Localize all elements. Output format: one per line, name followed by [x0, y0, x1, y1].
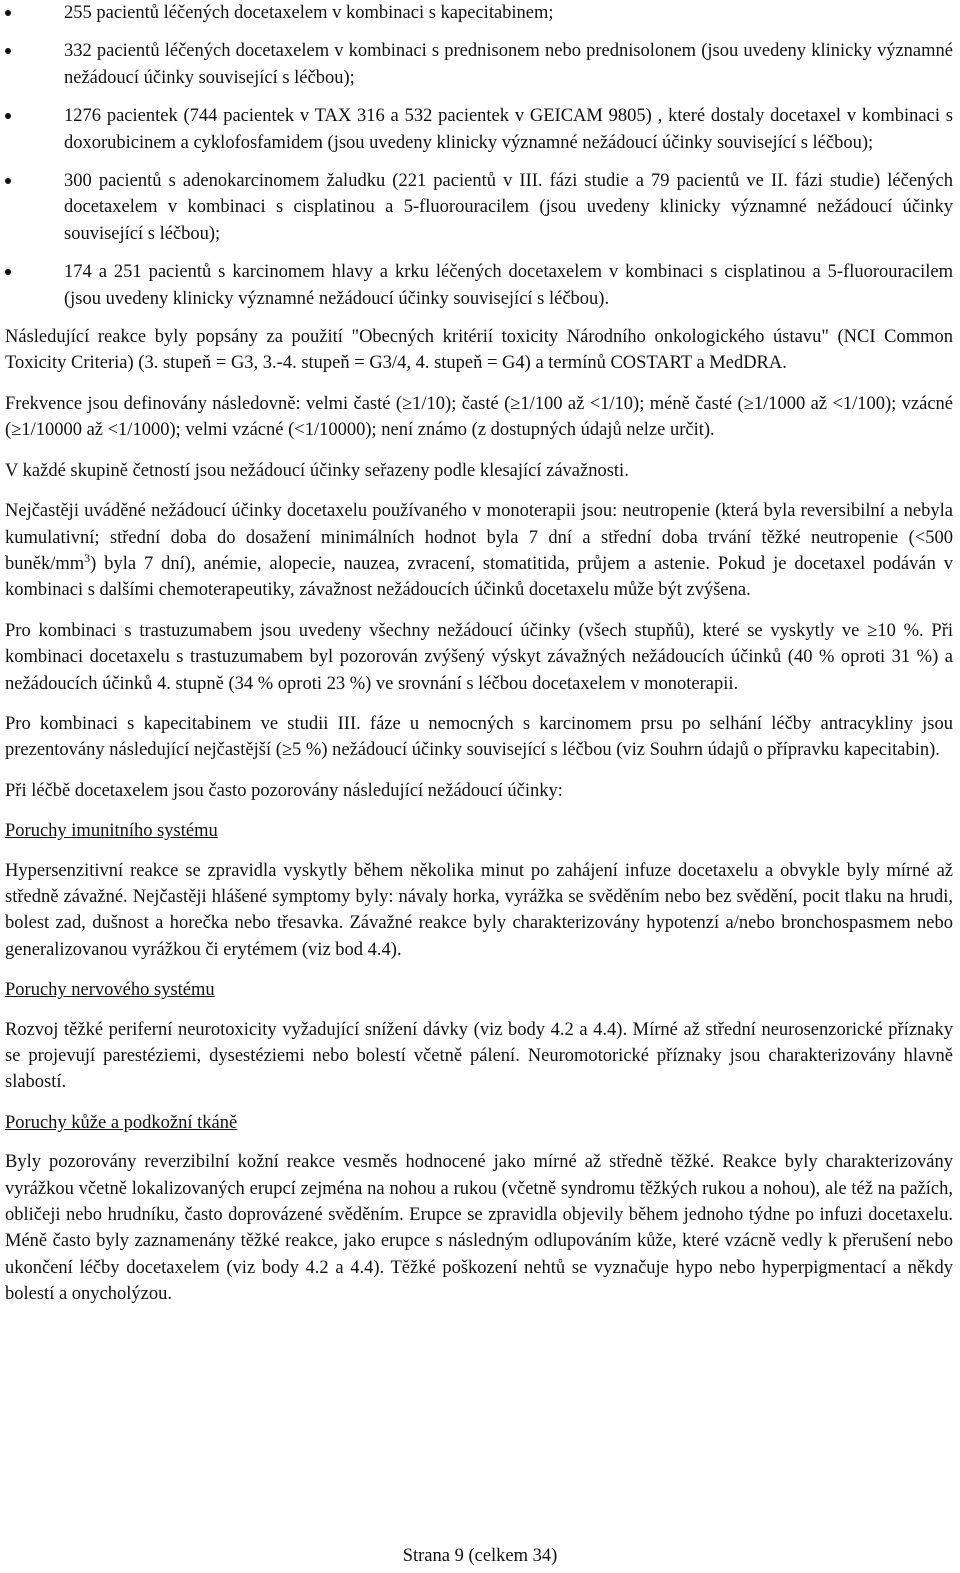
list-item: 332 pacientů léčených docetaxelem v kombinaci s prednisonem nebo prednisolonem (jsou uvedeny klinicky významné nežádoucí účinky související s léčbou); [5, 38, 953, 91]
superscript: 3 [84, 550, 91, 565]
monotherapy-text-a: Nejčastěji uváděné nežádoucí účinky docetaxelu používaného v monoterapii jsou: neutropenie (která byla reversibilní a nebyla kumulativní; střední doba do dosažení minimálních hodnot byla 7 dní a střední doba trvání těžké neutropenie (<500 buněk/mm [5, 501, 953, 574]
section-text-skin: Byly pozorovány reverzibilní kožní reakce vesměs hodnocené jako mírné až středně těžké. Reakce byly charakterizovány vyrážkou včetně lokalizovaných erupcí zejména na nohou a rukou (včetně syndromu těžkých rukou a nohou), ale též na pažích, obličeji nebo hrudníku, často doprovázené svěděním. Erupce se zpravidla objevily během jednoho týdne po infuzi docetaxelu. Méně často byly zaznamenány těžké reakce, jako erupce s následným odlupováním kůže, které vzácně vedly k přerušení nebo ukončení léčby docetaxelem (viz body 4.2 a 4.4). Těžké poškození nehtů se vyznačuje hypo nebo hyperpigmentací a někdy bolestí a onycholýzou. [5, 1152, 953, 1305]
section-heading-immune: Poruchy imunitního systému [5, 821, 218, 842]
monotherapy-text-b: ) byla 7 dní), anémie, alopecie, nauzea, zvracení, stomatitida, průjem a astenie. Pokud je docetaxel podáván v kombinaci s dalšími chemoterapeutiky, závažnost nežádoucích účinků docetaxelu může být zvýšena. [5, 553, 953, 601]
patient-groups-list [5, 0, 953, 312]
criteria-paragraph: Následující reakce byly popsány za použití "Obecných kritérií toxicity Národního onkologického ústavu" (NCI Common Toxicity Criteria) (3. stupeň = G3, 3.-4. stupeň = G3/4, 4. stupeň = G4) a termínů COSTART a MedDRA. [5, 327, 953, 374]
monotherapy-paragraph [5, 498, 953, 604]
page-number-footer: Strana 9 (celkem 34) [402, 1546, 558, 1566]
list-item: 1276 pacientek (744 pacientek v TAX 316 a 532 pacientek v GEICAM 9805) , které dostaly docetaxel v kombinaci s doxorubicinem a cyklofosfamidem (jsou uvedeny klinicky významné nežádoucí účinky související s léčbou); [5, 103, 953, 156]
frequency-paragraph: Frekvence jsou definovány následovně: velmi časté (≥1/10); časté (≥1/100 až <1/10); méně časté (≥1/1000 až <1/100); vzácné (≥1/10000 až <1/1000); velmi vzácné (<1/10000); není známo (z dostupných údajů nelze určit). [5, 393, 953, 441]
section-heading-skin: Poruchy kůže a podkožní tkáně [5, 1112, 238, 1133]
list-item: 300 pacientů s adenokarcinomem žaludku (221 pacientů v III. fázi studie a 79 pacientů ve II. fázi studie) léčených docetaxelem v kombinaci s cisplatinou a 5-fluorouracilem (jsou uvedeny klinicky významné nežádoucí účinky související s léčbou); [5, 168, 953, 247]
capecitabine-paragraph: Pro kombinaci s kapecitabinem ve studii III. fáze u nemocných s karcinomem prsu po selhání léčby antracykliny jsou prezentovány následující nejčastější (≥5 %) nežádoucí účinky související s léčbou (viz Souhrn údajů o přípravku kapecitabin). [5, 713, 953, 761]
list-item: 255 pacientů léčených docetaxelem v kombinaci s kapecitabinem; [5, 0, 953, 26]
document-page [5, 0, 953, 1308]
intro-paragraph: Při léčbě docetaxelem jsou často pozorovány následující nežádoucí účinky: [5, 780, 563, 801]
list-item: 174 a 251 pacientů s karcinomem hlavy a krku léčených docetaxelem v kombinaci s cisplatinou a 5-fluorouracilem (jsou uvedeny klinicky významné nežádoucí účinky související s léčbou). [5, 259, 953, 312]
section-text-immune: Hypersenzitivní reakce se zpravidla vyskytly během několika minut po zahájení infuze docetaxelu a obvykle byly mírné až středně závažné. Nejčastěji hlášené symptomy byly: návaly horka, vyrážka se svěděním nebo bez svědění, pocit tlaku na hrudi, bolest zad, dušnost a horečka nebo třesavka. Závažné reakce byly charakterizovány hypotenzí a/nebo bronchospasmem nebo generalizovanou vyrážkou či erytémem (viz bod 4.4). [5, 860, 953, 960]
ordering-paragraph: V každé skupině četností jsou nežádoucí účinky seřazeny podle klesající závažnosti. [5, 460, 629, 481]
section-text-nervous: Rozvoj těžké periferní neurotoxicity vyžadující snížení dávky (viz body 4.2 a 4.4). Mírné až střední neurosenzorické příznaky se projevují parestéziemi, dysestéziemi nebo bolestí včetně pálení. Neuromotorické příznaky jsou charakterizovány hlavně slabostí. [5, 1019, 953, 1093]
section-heading-nervous: Poruchy nervového systému [5, 980, 215, 1001]
trastuzumab-paragraph: Pro kombinaci s trastuzumabem jsou uvedeny všechny nežádoucí účinky (všech stupňů), které se vyskytly ve ≥10 %. Při kombinaci docetaxelu s trastuzumabem byl pozorován zvýšený výskyt závažných nežádoucích účinků (40 % oproti 31 %) a nežádoucích účinků 4. stupně (34 % oproti 23 %) ve srovnání s léčbou docetaxelem v monoterapii. [5, 620, 953, 694]
